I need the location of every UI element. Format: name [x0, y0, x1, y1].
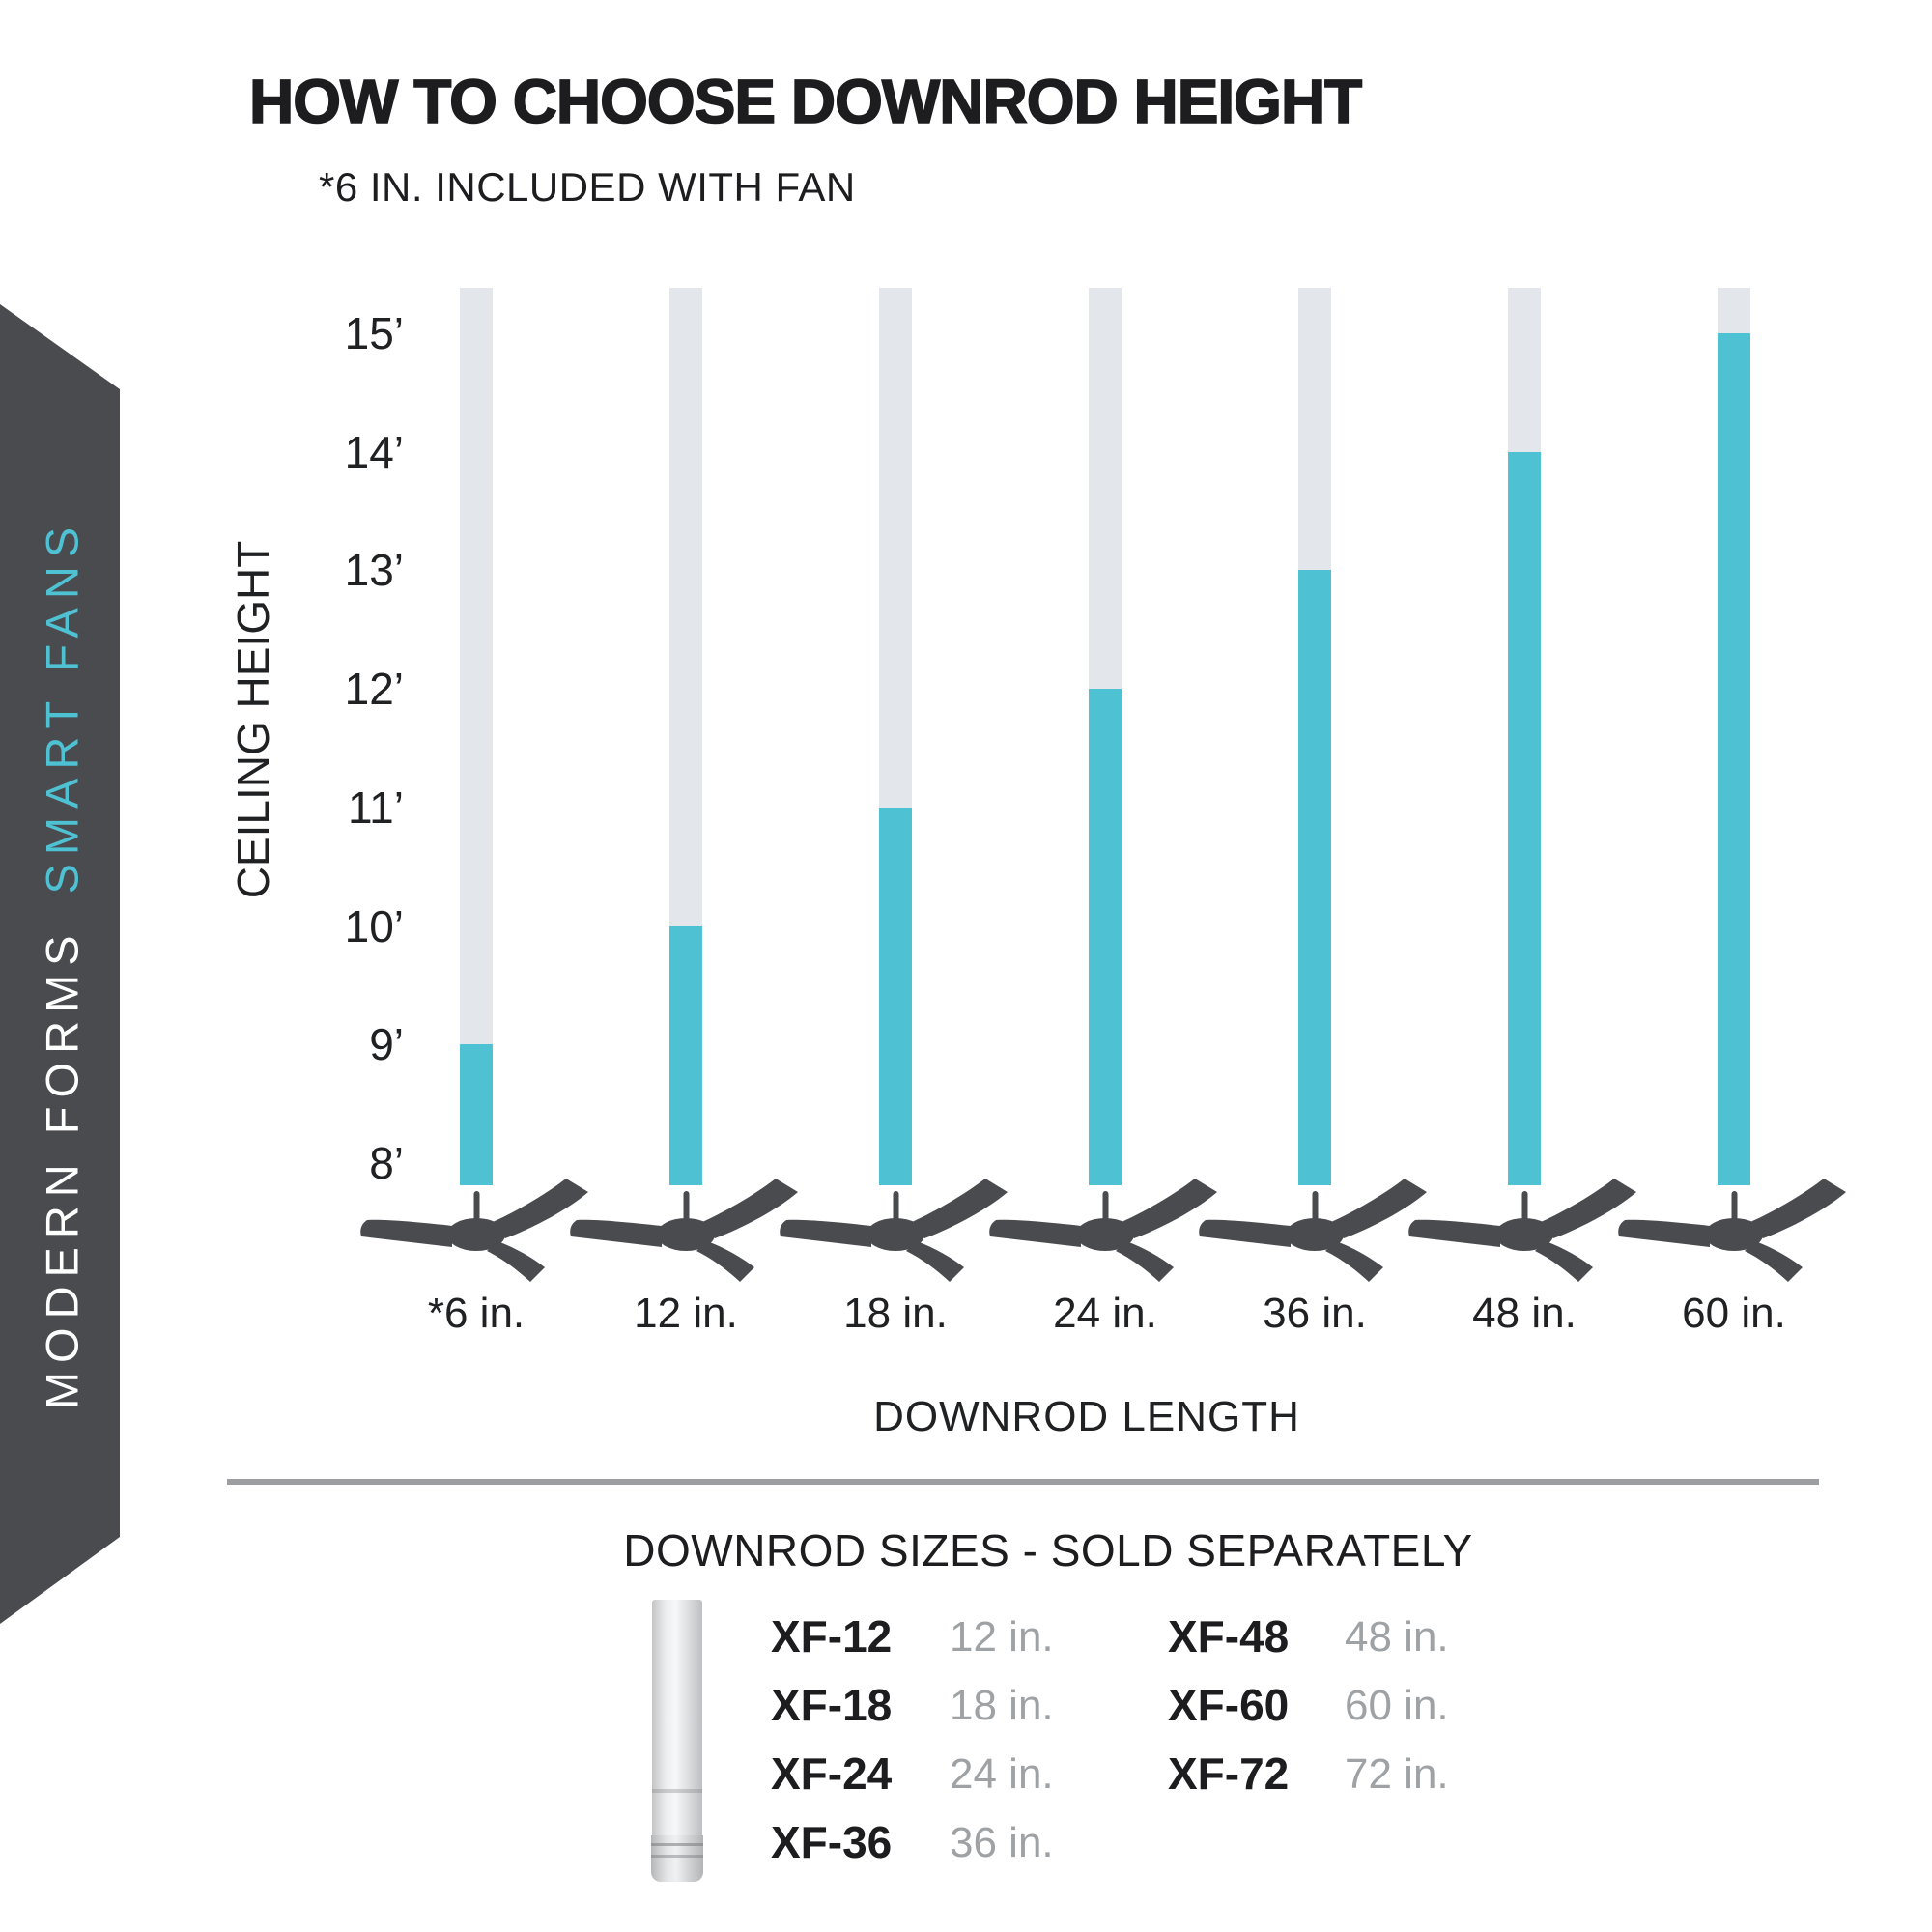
product-line: SMART FANS [36, 518, 88, 895]
downrod-model: XF-36 [771, 1817, 893, 1867]
ceiling-fan-icon [779, 1174, 1012, 1292]
x-axis-label: *6 in. [427, 1290, 526, 1337]
y-axis-tick-label: 8’ [369, 1137, 404, 1188]
y-axis-tick-label: 9’ [369, 1019, 404, 1070]
y-axis-tick-label: 10’ [344, 900, 404, 952]
downrod-fill-bar [1718, 333, 1750, 1185]
downrod-model: XF-48 [1168, 1611, 1290, 1662]
y-axis-tick-label: 12’ [344, 664, 404, 715]
brand-ribbon-text [36, 519, 89, 1409]
downrod-table-row [1168, 1603, 1449, 1671]
downrod-shaft [652, 1600, 702, 1841]
downrod-table-row [771, 1808, 1054, 1877]
downrod-length: 48 in. [1345, 1613, 1449, 1661]
ceiling-fan-icon [1407, 1174, 1641, 1292]
y-axis-tick-label: 15’ [344, 308, 404, 358]
downrod-table-row [771, 1603, 1054, 1671]
page-title: HOW TO CHOOSE DOWNROD HEIGHT [249, 67, 1362, 136]
x-axis-label: 18 in. [843, 1290, 948, 1337]
x-axis-label: 24 in. [1053, 1290, 1157, 1337]
ceiling-fan-icon [1198, 1174, 1432, 1292]
downrod-coupler [651, 1835, 703, 1882]
ceiling-fan-icon [1617, 1174, 1851, 1292]
x-axis-label: 12 in. [634, 1290, 738, 1337]
downrod-length: 24 in. [950, 1750, 1054, 1798]
page-subtitle: *6 IN. INCLUDED WITH FAN [319, 164, 856, 210]
downrod-model: XF-72 [1168, 1748, 1290, 1799]
y-axis-tick-label: 13’ [344, 545, 404, 596]
x-axis-title: DOWNROD LENGTH [873, 1393, 1300, 1440]
downrod-table-column [771, 1603, 1054, 1877]
section-divider [227, 1479, 1819, 1485]
ceiling-fan-icon [569, 1174, 803, 1292]
ceiling-fan-icon [359, 1174, 593, 1292]
downrod-model: XF-60 [1168, 1680, 1290, 1730]
downrod-model: XF-24 [771, 1748, 893, 1799]
downrod-length: 72 in. [1345, 1750, 1449, 1798]
y-axis-tick-label: 14’ [344, 426, 404, 477]
y-axis-title: CEILING HEIGHT [228, 540, 278, 899]
x-axis-label: 60 in. [1682, 1290, 1786, 1337]
downrod-length: 36 in. [950, 1819, 1054, 1866]
x-axis-label: 48 in. [1472, 1290, 1577, 1337]
downrod-table-row [771, 1671, 1054, 1740]
x-axis-label: 36 in. [1263, 1290, 1367, 1337]
downrod-model: XF-18 [771, 1680, 893, 1730]
downrod-fill-bar [669, 926, 702, 1185]
ceiling-fan-icon [988, 1174, 1222, 1292]
downrod-table-column [1168, 1603, 1449, 1808]
downrod-length: 18 in. [950, 1682, 1054, 1729]
y-axis-tick-label: 11’ [348, 781, 404, 833]
downrod-fill-bar [460, 1044, 493, 1185]
downrod-table-heading: DOWNROD SIZES - SOLD SEPARATELY [623, 1525, 1473, 1576]
downrod-seam [652, 1789, 702, 1793]
downrod-fill-bar [1298, 570, 1331, 1185]
downrod-length: 12 in. [950, 1613, 1054, 1661]
downrod-fill-bar [1508, 452, 1541, 1185]
downrod-fill-bar [879, 808, 912, 1185]
brand-name: MODERN FORMS [36, 926, 88, 1410]
downrod-length: 60 in. [1345, 1682, 1449, 1729]
downrod-table-row [1168, 1740, 1449, 1808]
downrod-table-row [1168, 1671, 1449, 1740]
downrod-product-image [652, 1600, 702, 1882]
downrod-table-row [771, 1740, 1054, 1808]
downrod-fill-bar [1089, 689, 1122, 1185]
downrod-model: XF-12 [771, 1611, 893, 1662]
